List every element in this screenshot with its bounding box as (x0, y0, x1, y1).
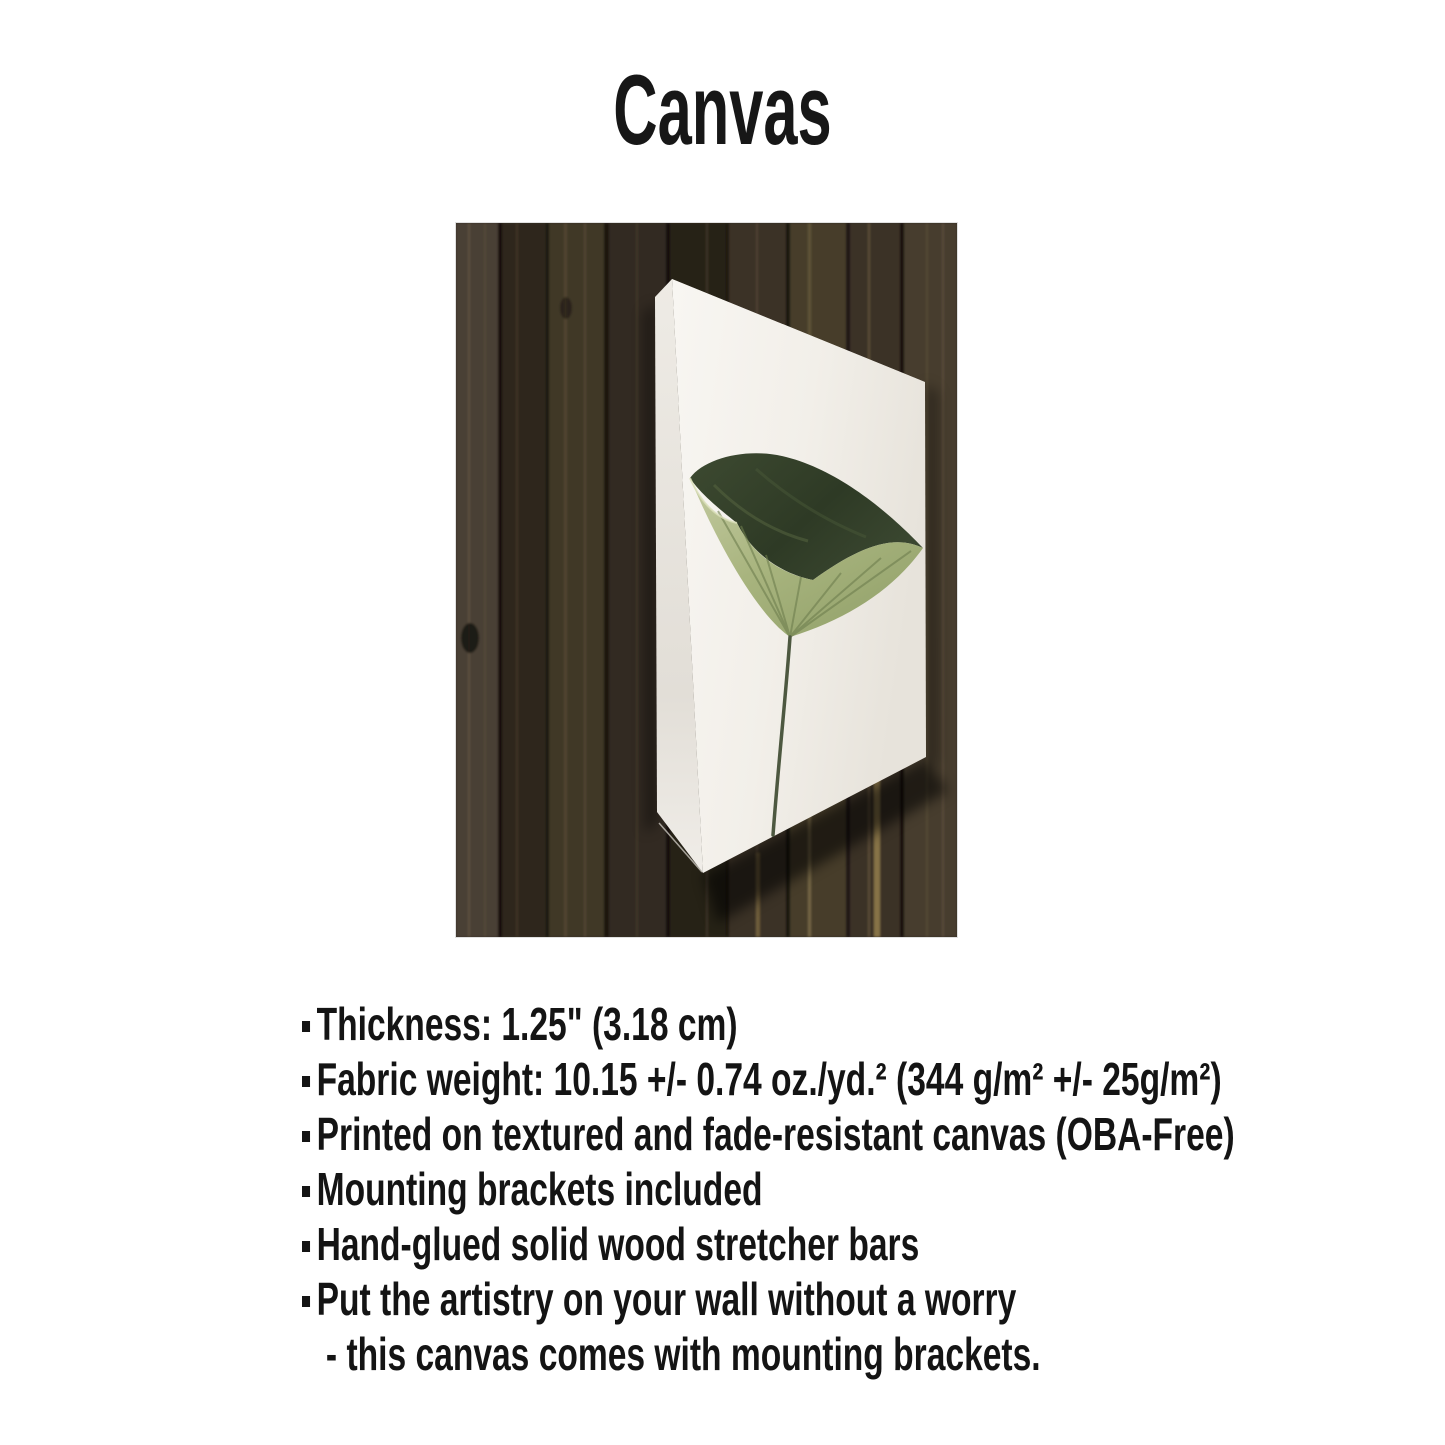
spec-text: Hand-glued solid wood stretcher bars (316, 1218, 920, 1270)
spec-item (302, 997, 1235, 1052)
product-photo (456, 223, 957, 937)
product-photo-illustration (456, 223, 957, 937)
wood-knot (560, 297, 572, 319)
page-title: Canvas (613, 54, 832, 165)
spec-item (302, 1052, 1235, 1107)
bullet-square (302, 1186, 310, 1197)
spec-text: - this canvas comes with mounting brackets. (316, 1328, 1041, 1380)
spec-item (302, 1217, 1235, 1272)
spec-item (302, 1107, 1235, 1162)
spec-text: Put the artistry on your wall without a worry (316, 1273, 1017, 1325)
spec-item (302, 1162, 1235, 1217)
spec-text: Printed on textured and fade-resistant canvas (OBA-Free) (316, 1108, 1235, 1160)
bullet-square (302, 1241, 310, 1252)
bullet-square (302, 1296, 310, 1307)
bullet-square (302, 1076, 310, 1087)
spec-text: Thickness: 1.25" (3.18 cm) (316, 998, 738, 1050)
wood-knot (461, 623, 479, 653)
spec-item (302, 1327, 1235, 1382)
spec-text: Fabric weight: 10.15 +/- 0.74 oz./yd.² (344 g/m² +/- 25g/m²) (316, 1053, 1222, 1105)
bullet-square (302, 1021, 310, 1032)
spec-text: Mounting brackets included (316, 1163, 763, 1215)
bullet-square (302, 1131, 310, 1142)
spec-item (302, 1272, 1235, 1327)
spec-list (302, 997, 1445, 1382)
